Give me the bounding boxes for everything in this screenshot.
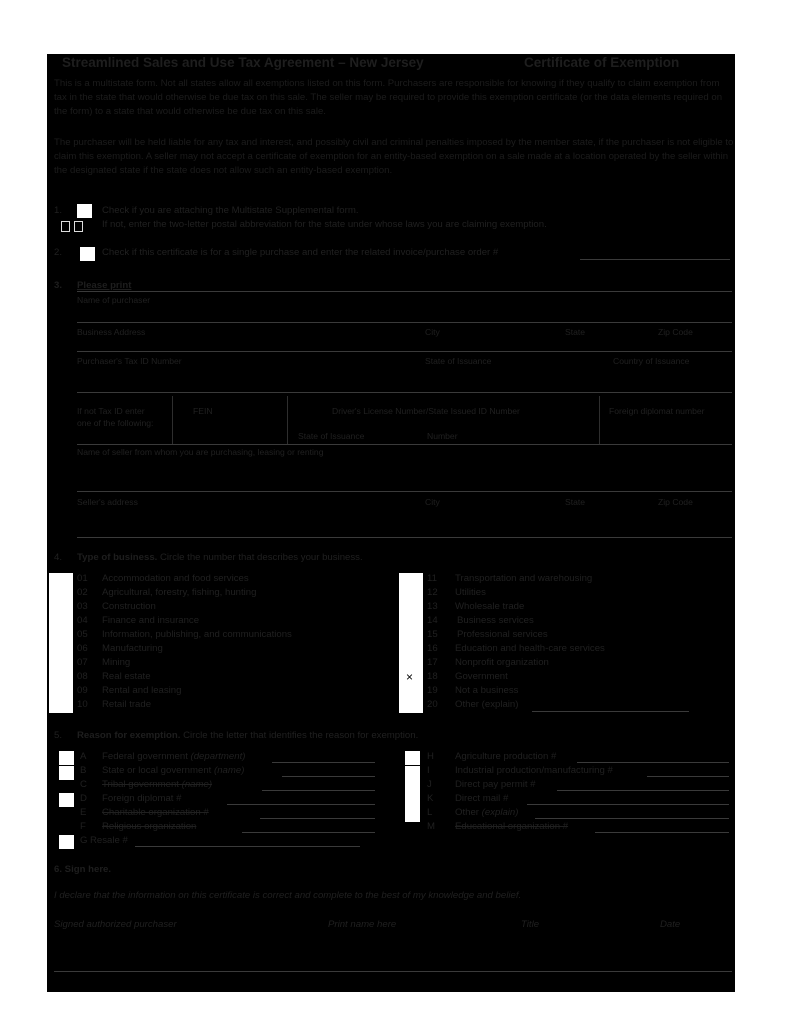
business-type-13-num: 13 (427, 601, 438, 612)
exemption-certificate-form (47, 54, 735, 992)
reason-d-line[interactable] (227, 804, 375, 805)
business-type-10-box[interactable] (49, 699, 73, 713)
seller-address-label: Seller's address (77, 497, 138, 507)
reason-i-letter: I (427, 765, 430, 776)
seller-state-label: State (565, 497, 586, 507)
business-type-01-label: Accommodation and food services (102, 573, 249, 584)
business-address-label: Business Address (77, 327, 146, 337)
reason-c-note: (name) (181, 779, 213, 790)
sign-here-heading: 6. Sign here. (54, 864, 112, 875)
seller-name-label: Name of seller from whom you are purchasing, leasing or renting (77, 447, 324, 457)
type-of-business-instruction: Circle the number that describes your business. (160, 552, 363, 563)
drivers-license-label: Driver's License Number/State Issued ID Number (332, 406, 520, 416)
seller-address-field[interactable] (77, 537, 732, 538)
section-2-number: 2. (54, 247, 63, 258)
business-type-14-box[interactable] (399, 615, 423, 629)
business-type-13-box[interactable] (399, 601, 423, 615)
reason-m-label: Educational organization # (455, 821, 569, 832)
reason-e-label: Charitable organization # (102, 807, 209, 818)
business-type-18-num: 18 (427, 671, 438, 682)
business-type-17-num: 17 (427, 657, 438, 668)
reason-g-box[interactable] (59, 835, 74, 849)
section-1-number: 1. (54, 205, 63, 216)
business-type-04-label: Finance and insurance (102, 615, 200, 626)
reason-a-note: (department) (190, 751, 246, 762)
business-type-04-box[interactable] (49, 615, 73, 629)
intro-paragraph-2: The purchaser will be held liable for any tax and interest, and possibly civil and criminal penalties imposed by the member state, if the purchaser is not eligible to claim this exemption. A seller may not accept a certificate of exemption for an entity-based exemption on a sale made at a location operated by the seller within the designated state if the state does not allow such an entity-based exemption. (54, 137, 734, 177)
intro-paragraph-1: This is a multistate form. Not all states allow all exemptions listed on this form. Purchasers are responsible for knowing if they qualify to claim exemption from tax in the state that would otherwise be due tax on this sale. The seller may be required to provide this exemption certificate (or the data elements required on the form) to a state that would otherwise be due tax on this sale. (54, 78, 723, 118)
reason-h-letter: H (427, 751, 434, 762)
reason-a-box[interactable] (59, 751, 74, 765)
title-label: Title (521, 919, 540, 930)
business-type-19-box[interactable] (399, 685, 423, 699)
foreign-diplomat-number-label: Foreign diplomat number (609, 406, 705, 416)
declaration-text: I declare that the information on this certificate is correct and complete to the best of my knowledge and belief. (54, 890, 522, 901)
business-type-14-num: 14 (427, 615, 438, 626)
date-label: Date (660, 919, 681, 930)
if-not-tax-id-label-1: If not Tax ID enter (77, 406, 145, 416)
reason-b-label: State or local government (102, 765, 212, 776)
business-type-15-num: 15 (427, 629, 438, 640)
checked-x-icon: × (406, 670, 414, 684)
state-of-issuance-label: State of Issuance (425, 356, 492, 366)
business-type-11-box[interactable] (399, 573, 423, 587)
reason-a-letter: A (80, 751, 87, 762)
reason-h-box[interactable] (405, 751, 420, 765)
reason-i-box[interactable] (405, 766, 420, 780)
supplemental-form-checkbox[interactable] (77, 204, 92, 218)
business-type-10-label: Retail trade (102, 699, 152, 710)
print-heading-line (77, 291, 732, 292)
reason-g-label: Resale # (90, 835, 128, 846)
reason-j-box[interactable] (405, 780, 420, 794)
single-purchase-label: Check if this certificate is for a single purchase and enter the related invoice/purchase order # (102, 247, 499, 258)
business-type-03-label: Construction (102, 601, 156, 612)
divider (287, 396, 288, 444)
business-type-11-num: 11 (427, 573, 437, 584)
reason-d-label: Foreign diplomat # (102, 793, 182, 804)
business-type-09-label: Rental and leasing (102, 685, 182, 696)
reason-f-label: Religious organization (102, 821, 197, 832)
signature-line[interactable] (54, 971, 732, 972)
section-5-number: 5. (54, 730, 63, 741)
business-type-20-num: 20 (427, 699, 438, 710)
business-address-field[interactable] (77, 351, 732, 352)
reason-c-letter: C (80, 779, 87, 790)
reason-g-letter: G (80, 835, 88, 846)
business-type-08-box[interactable] (49, 671, 73, 685)
business-type-06-num: 06 (77, 643, 88, 654)
reason-c-label: Tribal government (102, 779, 179, 790)
business-type-16-box[interactable] (399, 643, 423, 657)
business-type-10-num: 10 (77, 699, 88, 710)
section-4-number: 4. (54, 552, 63, 563)
signed-authorized-purchaser-label: Signed authorized purchaser (54, 919, 177, 930)
reason-j-line[interactable] (557, 790, 729, 791)
reason-for-exemption-heading: Reason for exemption. (77, 730, 181, 741)
if-not-tax-id-label-2: one of the following: (77, 418, 154, 428)
purchaser-name-field[interactable] (77, 322, 732, 323)
reason-m-letter: M (427, 821, 435, 832)
business-type-12-label: Utilities (455, 587, 486, 598)
reason-k-letter: K (427, 793, 434, 804)
reason-l-box[interactable] (405, 808, 420, 822)
business-type-01-num: 01 (77, 573, 88, 584)
business-type-16-num: 16 (427, 643, 438, 654)
dl-number-label: Number (427, 431, 458, 441)
business-type-03-box[interactable] (49, 601, 73, 615)
divider (172, 396, 173, 444)
business-type-03-num: 03 (77, 601, 88, 612)
dl-state-of-issuance-label: State of Issuance (298, 431, 365, 441)
divider (599, 396, 600, 444)
reason-f-letter: F (80, 821, 86, 832)
business-type-08-num: 08 (77, 671, 88, 682)
business-type-19-num: 19 (427, 685, 438, 696)
reason-m-line (595, 832, 729, 833)
tax-id-label: Purchaser's Tax ID Number (77, 356, 182, 366)
business-type-20-box[interactable] (399, 699, 423, 713)
state-abbrev-box-1[interactable] (61, 221, 70, 232)
reason-j-letter: J (427, 779, 432, 790)
reason-i-label: Industrial production/manufacturing # (455, 765, 613, 776)
business-type-20-label: Other (explain) (455, 699, 519, 710)
reason-b-box[interactable] (59, 766, 74, 780)
reason-k-box[interactable] (405, 794, 420, 808)
business-type-08-label: Real estate (102, 671, 151, 682)
reason-e-letter: E (80, 807, 87, 818)
business-type-04-num: 04 (77, 615, 88, 626)
type-of-business-heading: Type of business. (77, 552, 158, 563)
id-row-line[interactable] (77, 444, 732, 445)
reason-l-line[interactable] (535, 818, 729, 819)
business-type-07-label: Mining (102, 657, 131, 668)
please-print-heading: Please print (77, 280, 132, 291)
reason-g-line[interactable] (135, 846, 360, 847)
business-type-16-label: Education and health-care services (455, 643, 605, 654)
business-type-12-num: 12 (427, 587, 438, 598)
city-label: City (425, 327, 440, 337)
business-type-17-label: Nonprofit organization (455, 657, 549, 668)
form-subtitle: Certificate of Exemption (524, 55, 680, 70)
business-type-06-label: Manufacturing (102, 643, 163, 654)
section-3-number: 3. (54, 280, 63, 291)
reason-e-line (260, 818, 375, 819)
purchaser-name-label: Name of purchaser (77, 295, 151, 305)
business-type-09-num: 09 (77, 685, 88, 696)
business-type-05-label: Information, publishing, and communications (102, 629, 292, 640)
reason-h-line[interactable] (577, 762, 729, 763)
reason-h-label: Agriculture production # (455, 751, 557, 762)
business-type-12-box[interactable] (399, 587, 423, 601)
state-label: State (565, 327, 586, 337)
reason-b-line[interactable] (282, 776, 375, 777)
reason-l-label: Other (455, 807, 479, 818)
fein-label: FEIN (193, 406, 213, 416)
print-name-label: Print name here (328, 919, 397, 930)
business-type-17-box[interactable] (399, 657, 423, 671)
business-type-09-box[interactable] (49, 685, 73, 699)
reason-b-note: (name) (214, 765, 245, 776)
form-title: Streamlined Sales and Use Tax Agreement – New Jersey (62, 55, 424, 70)
reason-l-letter: L (427, 807, 433, 818)
invoice-number-line[interactable] (580, 259, 730, 260)
seller-city-label: City (425, 497, 440, 507)
seller-zip-label: Zip Code (658, 497, 693, 507)
reason-l-note: (explain) (481, 807, 519, 818)
supplemental-form-label: Check if you are attaching the Multistate Supplemental form. (102, 205, 359, 216)
reason-f-line (242, 832, 375, 833)
reason-d-box[interactable] (59, 793, 74, 807)
business-type-06-box[interactable] (49, 643, 73, 657)
business-type-15-box[interactable] (399, 629, 423, 643)
business-type-05-box[interactable] (49, 629, 73, 643)
business-type-02-label: Agricultural, forestry, fishing, hunting (102, 587, 257, 598)
business-type-18-box[interactable] (399, 671, 423, 685)
reason-a-label: Federal government (102, 751, 188, 762)
reason-a-line[interactable] (272, 762, 375, 763)
other-explain-line[interactable] (532, 711, 689, 712)
reason-for-exemption-instruction: Circle the letter that identifies the reason for exemption. (183, 730, 419, 741)
business-type-07-num: 07 (77, 657, 88, 668)
reason-j-label: Direct pay permit # (455, 779, 536, 790)
reason-k-label: Direct mail # (455, 793, 509, 804)
business-type-15-label: Professional services (457, 629, 548, 640)
business-type-01-box[interactable] (49, 573, 73, 587)
reason-k-line[interactable] (527, 804, 729, 805)
seller-name-field[interactable] (77, 491, 732, 492)
state-abbrev-label: If not, enter the two-letter postal abbreviation for the state under whose laws you are claiming exemption. (102, 219, 547, 230)
country-of-issuance-label: Country of Issuance (613, 356, 690, 366)
business-type-02-box[interactable] (49, 587, 73, 601)
business-type-05-num: 05 (77, 629, 88, 640)
zip-label: Zip Code (658, 327, 693, 337)
business-type-13-label: Wholesale trade (455, 601, 525, 612)
business-type-18-label: Government (455, 671, 508, 682)
business-type-11-label: Transportation and warehousing (455, 573, 593, 584)
business-type-14-label: Business services (457, 615, 534, 626)
reason-d-letter: D (80, 793, 87, 804)
reason-c-line (262, 790, 375, 791)
reason-i-line[interactable] (647, 776, 729, 777)
business-type-02-num: 02 (77, 587, 88, 598)
state-abbrev-box-2[interactable] (74, 221, 83, 232)
single-purchase-checkbox[interactable] (80, 247, 95, 261)
business-type-07-box[interactable] (49, 657, 73, 671)
reason-b-letter: B (80, 765, 87, 776)
business-type-19-label: Not a business (455, 685, 519, 696)
tax-id-field[interactable] (77, 392, 732, 393)
